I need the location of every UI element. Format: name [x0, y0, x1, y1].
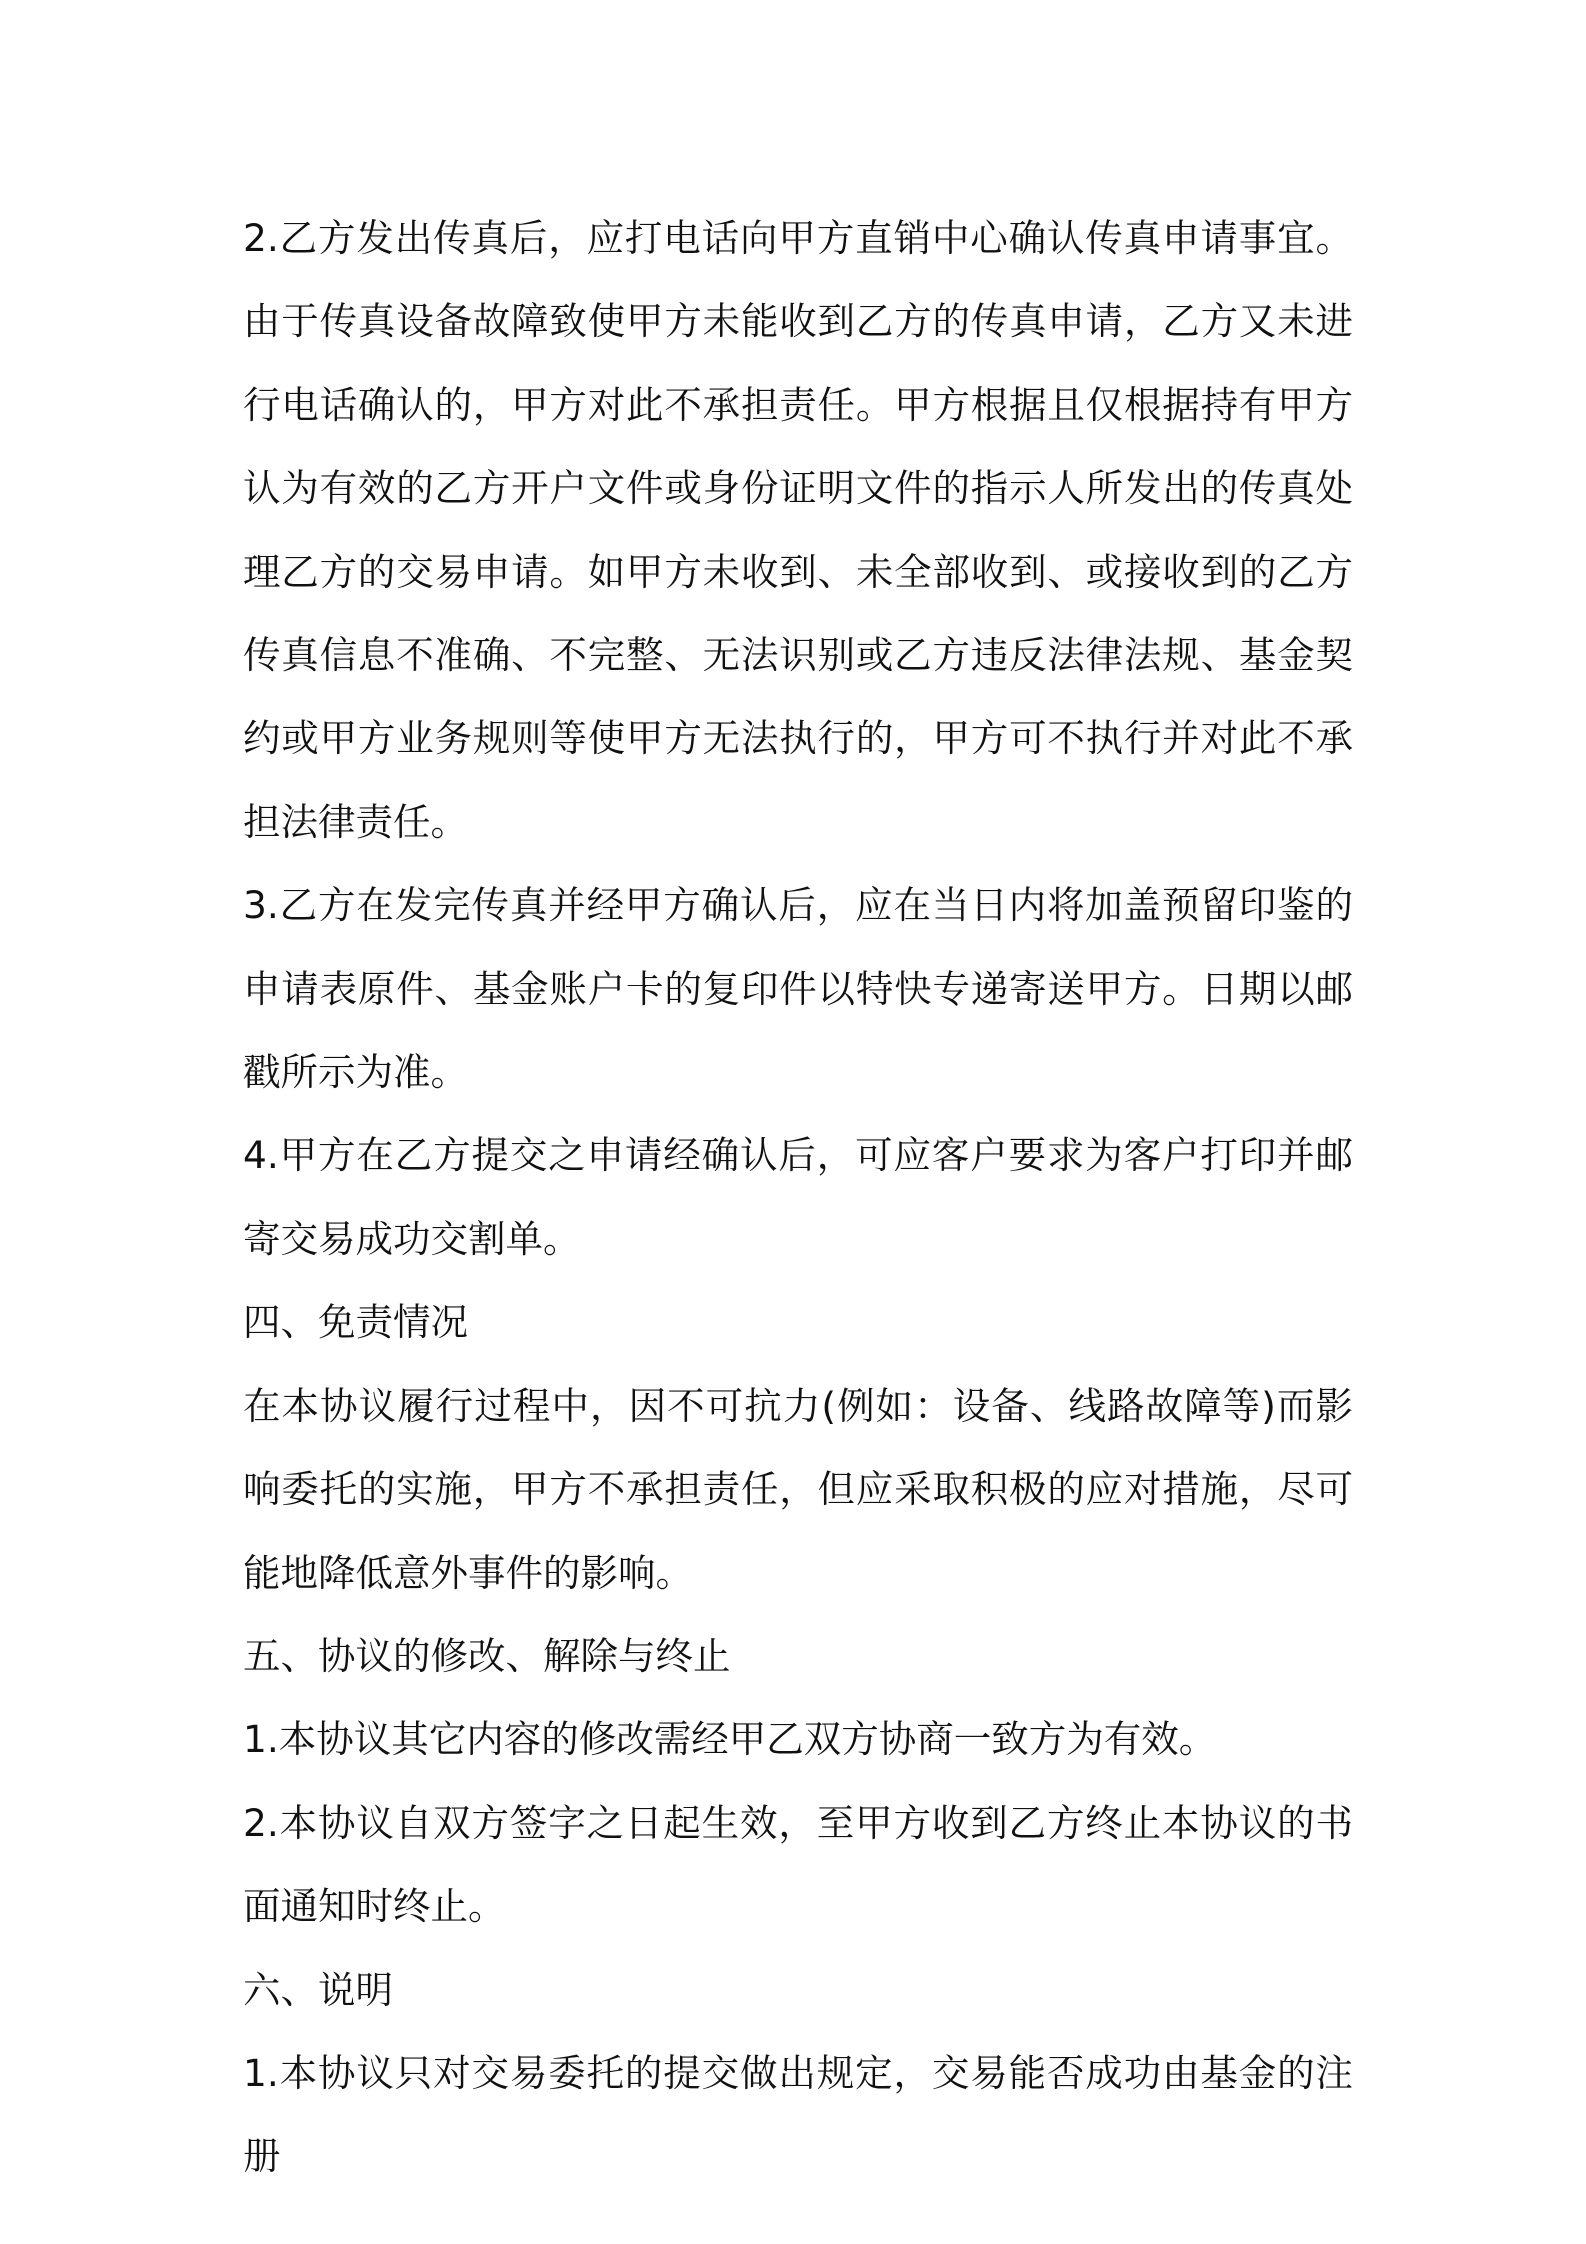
paragraph-fax-confirmation: 2.乙方发出传真后，应打电话向甲方直销中心确认传真申请事宜。由于传真设备故障致使甲方未能收到乙方的传真申请，乙方又未进行电话确认的，甲方对此不承担责任。甲方根据且仅根据持有甲方认为有效的乙方开户文件或身份证明文件的指示人所发出的传真处理乙方的交易申请。如甲方未收到、未全部收到、或接收到的乙方传真信息不准确、不完整、无法识别或乙方违反法律法规、基金契约或甲方业务规则等使甲方无法执行的，甲方可不执行并对此不承担法律责任。: [243, 216, 1353, 844]
document-body: [243, 197, 1353, 2199]
section-heading-disclaimer: 四、免责情况: [243, 1300, 468, 1345]
section-heading-amendment: 五、协议的修改、解除与终止: [243, 1633, 731, 1678]
paragraph-amendment-consent: 1.本协议其它内容的修改需经甲乙双方协商一致方为有效。: [243, 1717, 1217, 1762]
paragraph-notes-scope: 1.本协议只对交易委托的提交做出规定，交易能否成功由基金的注册: [243, 2050, 1353, 2179]
paragraph-effective-termination: 2.本协议自双方签字之日起生效，至甲方收到乙方终止本协议的书面通知时终止。: [243, 1800, 1353, 1929]
section-heading-notes: 六、说明: [243, 1967, 393, 2012]
paragraph-original-mailing: 3.乙方在发完传真并经甲方确认后，应在当日内将加盖预留印鉴的申请表原件、基金账户卡的复印件以特快专递寄送甲方。日期以邮戳所示为准。: [243, 883, 1353, 1095]
paragraph-delivery-slip: 4.甲方在乙方提交之申请经确认后，可应客户要求为客户打印并邮寄交易成功交割单。: [243, 1133, 1353, 1261]
paragraph-force-majeure: 在本协议履行过程中，因不可抗力(例如：设备、线路故障等)而影响委托的实施，甲方不承担责任，但应采取积极的应对措施，尽可能地降低意外事件的影响。: [243, 1383, 1353, 1595]
